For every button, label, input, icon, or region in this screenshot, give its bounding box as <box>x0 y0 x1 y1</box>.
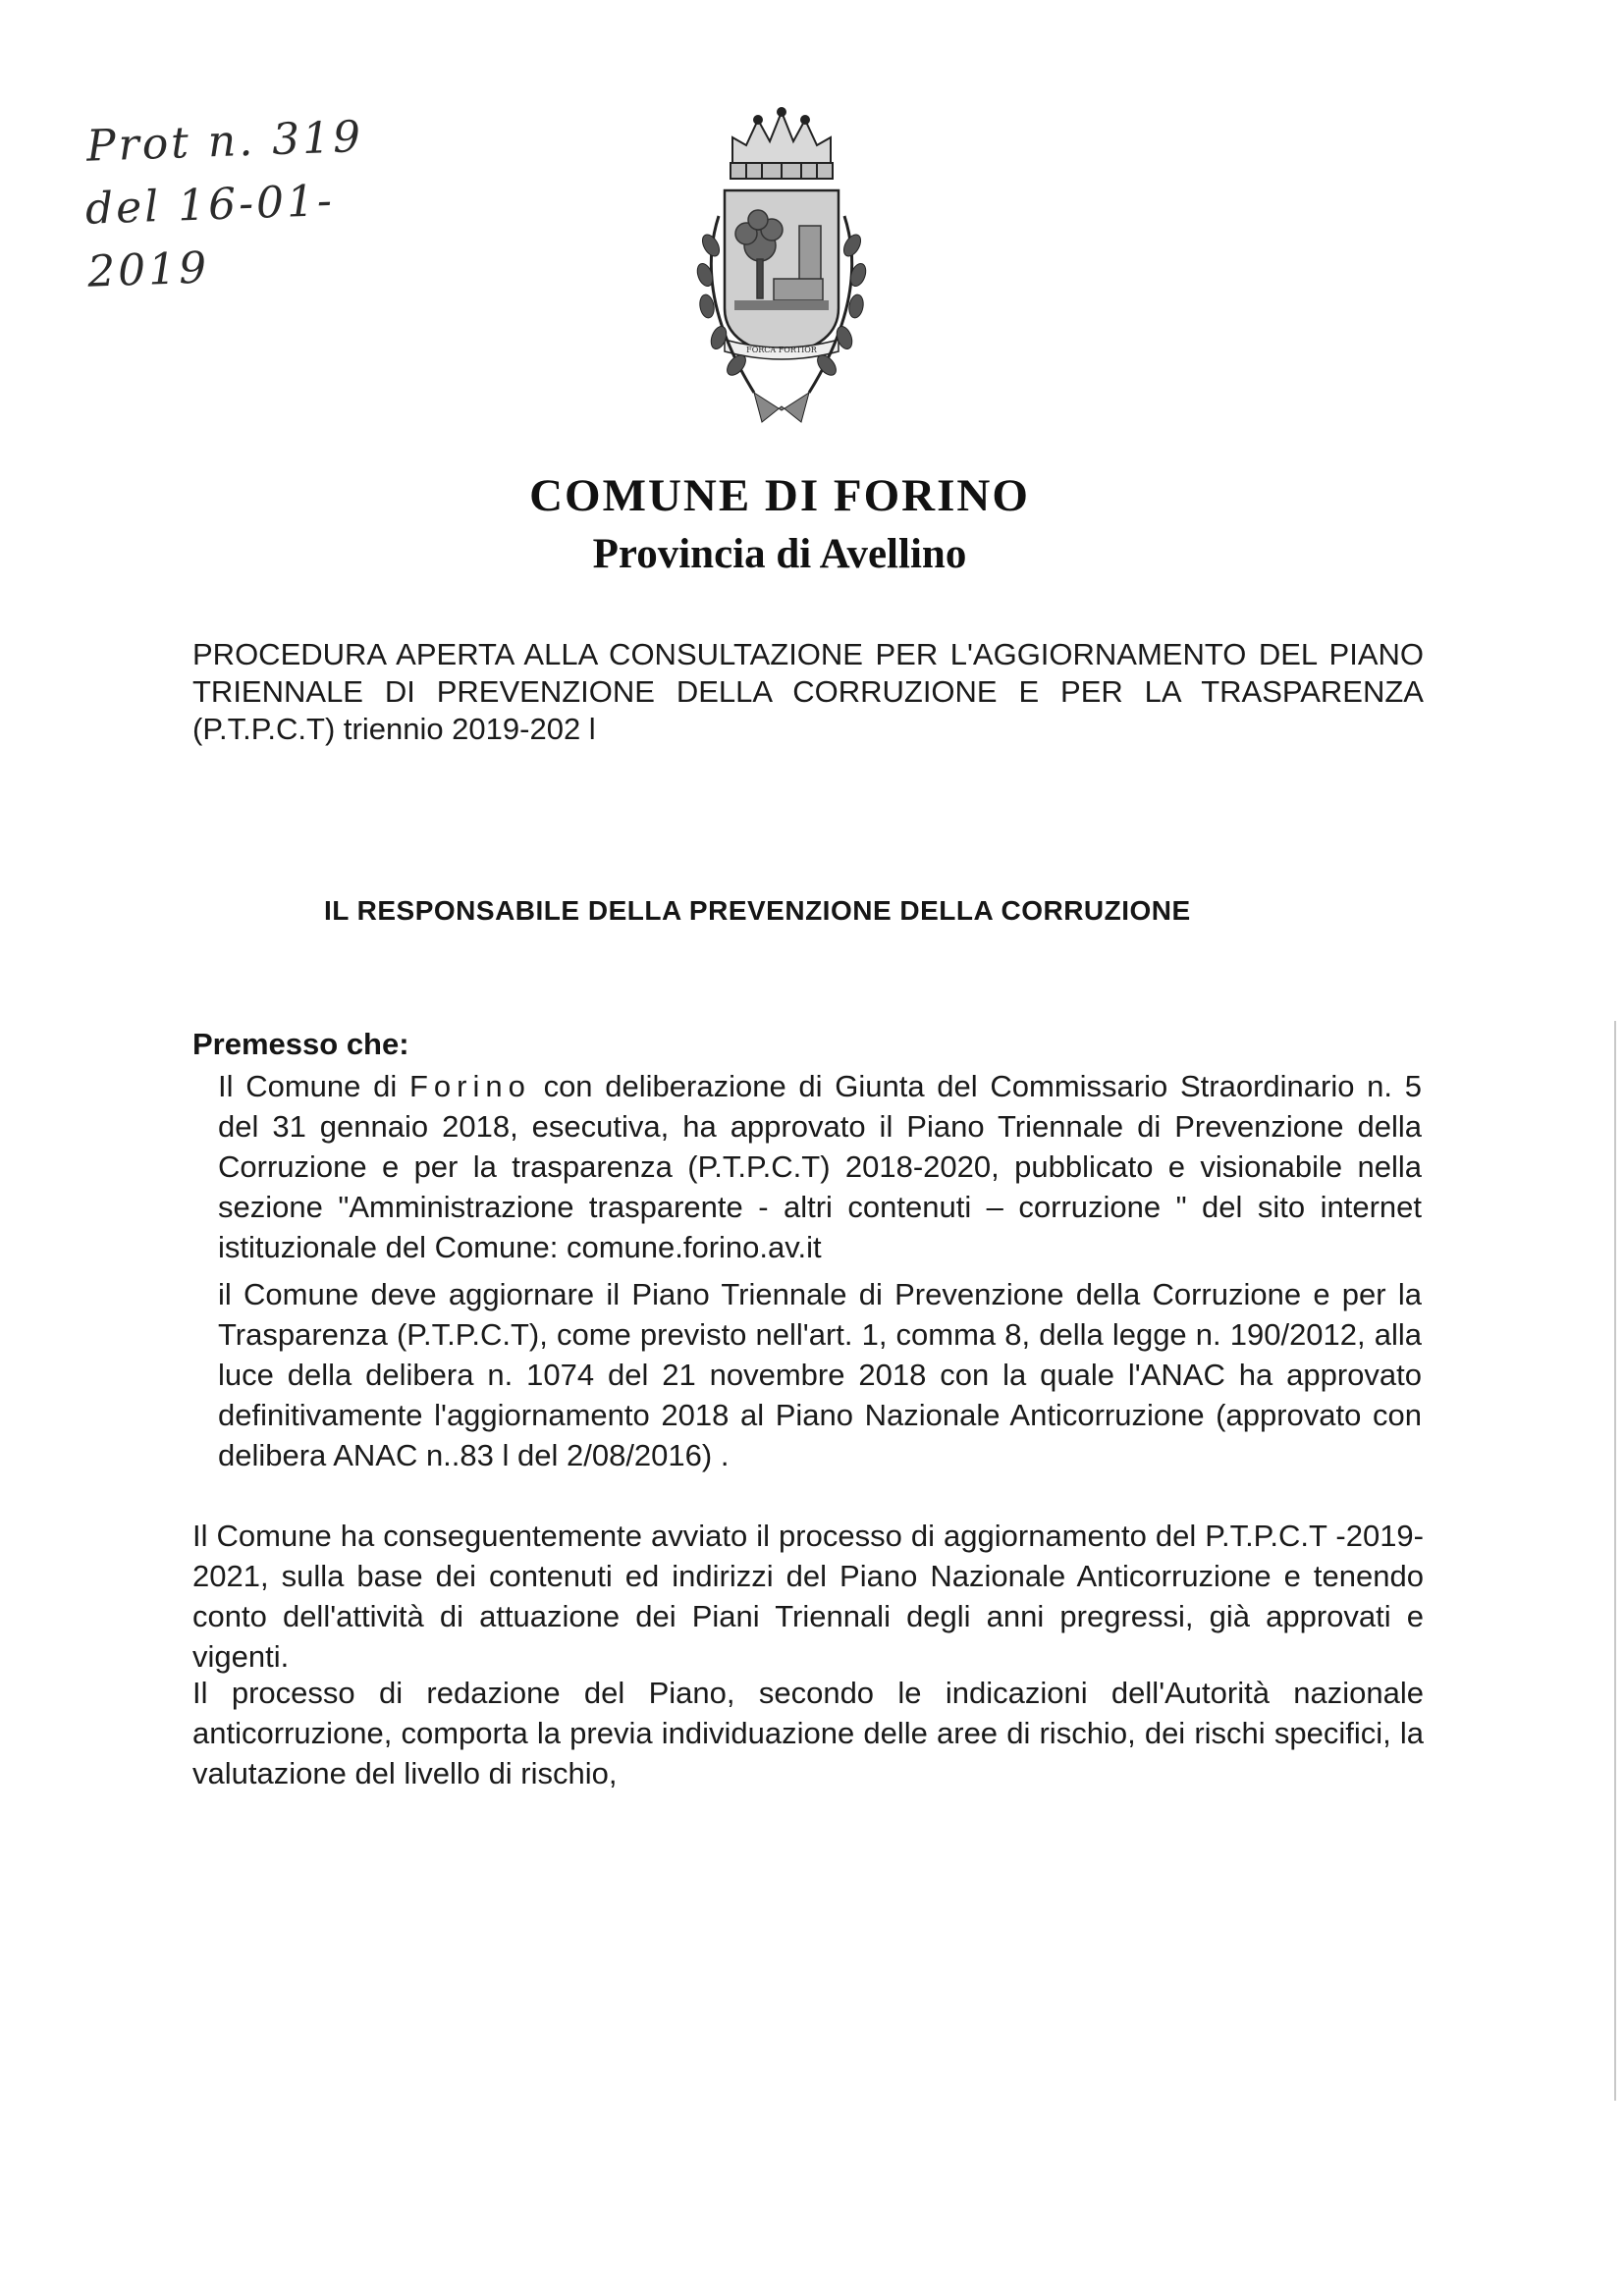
premise-paragraph-1 <box>218 1066 1422 1267</box>
scan-edge-divider <box>1614 1021 1616 2101</box>
page-title: COMUNE DI FORINO <box>529 470 1030 521</box>
premesso-heading: Premesso che: <box>192 1027 409 1061</box>
crest-motto: FORCA FORTIOR <box>746 346 817 354</box>
protocol-number: Prot n. 319 <box>85 111 364 172</box>
body-paragraph-drafting: Il processo di redazione del Piano, secondo le indicazioni dell'Autorità nazionale anticorruzione, comporta la previa individuazione delle aree di rischio, dei rischi specifici, la valutazione del livello di rischio, <box>192 1676 1424 1790</box>
handwritten-protocol-note <box>86 110 410 298</box>
body-paragraph-process: Il Comune ha conseguentemente avviato il processo di aggiornamento del P.T.P.C.T -2019-2021, sulla base dei contenuti ed indirizzi del Piano Nazionale Anticorruzione e tenendo conto dell'attività di attuazione dei Piani Triennali degli anni pregressi, già approvati e vigenti. <box>192 1519 1424 1674</box>
coat-of-arms-icon <box>664 98 899 436</box>
premise-1-body: con deliberazione di Giunta del Commissario Straordinario n. 5 del 31 gennaio 2018, esecutiva, ha approvato il Piano Triennale di Prevenzione della Corruzione e per la trasparenza (P.T.P.C.T) 2018-2020, pubblicato e visionabile nella sezione "Amministrazione trasparente - altri contenuti – corruzione " del sito internet istituzionale del Comune: comune.forino.av.it <box>218 1069 1422 1264</box>
procedure-heading: PROCEDURA APERTA ALLA CONSULTAZIONE PER L'AGGIORNAMENTO DEL PIANO TRIENNALE DI PREVENZIONE DELLA CORRUZIONE E PER LA TRASPARENZA (P.T.P.C.T) triennio 2019-202 l <box>192 637 1424 746</box>
premise-1-intro: Il Comune di <box>218 1069 409 1103</box>
protocol-date: del 16-01-2019 <box>84 175 336 297</box>
responsible-heading: IL RESPONSABILE DELLA PREVENZIONE DELLA CORRUZIONE <box>324 895 1191 926</box>
page-subtitle: Provincia di Avellino <box>592 531 967 577</box>
premise-paragraph-2: il Comune deve aggiornare il Piano Triennale di Prevenzione della Corruzione e per la Trasparenza (P.T.P.C.T), come previsto nell'art. 1, comma 8, della legge n. 190/2012, alla luce della delibera n. 1074 del 21 novembre 2018 con la quale l'ANAC ha approvato definitivamente l'aggiornamento 2018 al Piano Nazionale Anticorruzione (approvato con delibera ANAC n..83 l del 2/08/2016) . <box>218 1277 1422 1472</box>
premise-1-comune-name: Forino <box>408 1069 531 1103</box>
